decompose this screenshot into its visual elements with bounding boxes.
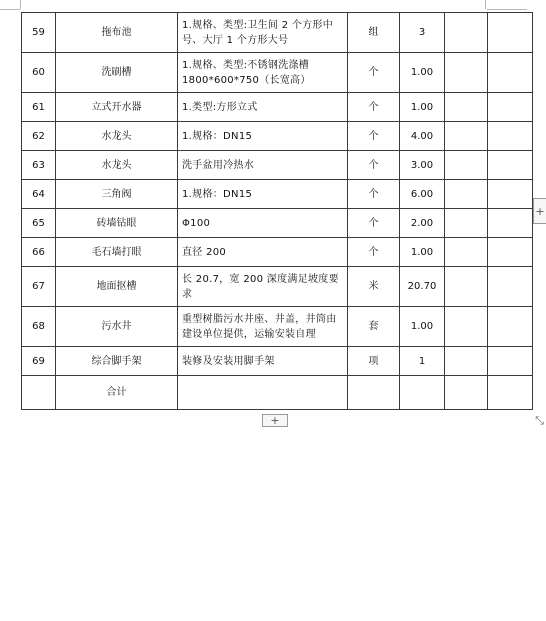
item-number-cell[interactable]: 60 bbox=[22, 53, 56, 93]
unit-price-cell[interactable] bbox=[445, 267, 488, 307]
item-name-cell[interactable]: 砖墙钻眼 bbox=[56, 209, 178, 238]
unit-price-cell[interactable] bbox=[445, 53, 488, 93]
total-price-cell[interactable] bbox=[488, 180, 533, 209]
item-number-cell[interactable]: 64 bbox=[22, 180, 56, 209]
unit-cell[interactable]: 个 bbox=[348, 151, 400, 180]
item-description-cell[interactable]: 直径 200 bbox=[178, 238, 348, 267]
item-description-cell[interactable]: 1.规格、类型:卫生间 2 个方形中号、大厅 1 个方形大号 bbox=[178, 13, 348, 53]
unit-price-cell[interactable] bbox=[445, 238, 488, 267]
item-description-cell[interactable]: 1.规格：DN15 bbox=[178, 122, 348, 151]
item-name-cell[interactable]: 污水井 bbox=[56, 307, 178, 347]
item-number-cell[interactable]: 61 bbox=[22, 93, 56, 122]
item-name-cell[interactable]: 地面抠槽 bbox=[56, 267, 178, 307]
page-corner-mark-left bbox=[0, 3, 20, 10]
total-price-cell[interactable] bbox=[488, 93, 533, 122]
table-row bbox=[22, 180, 533, 209]
item-name-cell[interactable]: 拖布池 bbox=[56, 13, 178, 53]
item-number-cell[interactable]: 68 bbox=[22, 307, 56, 347]
unit-price-cell[interactable] bbox=[445, 151, 488, 180]
item-description-cell[interactable]: 1.规格：DN15 bbox=[178, 180, 348, 209]
total-price-cell[interactable] bbox=[488, 267, 533, 307]
quantity-cell[interactable]: 4.00 bbox=[400, 122, 445, 151]
total-label-cell[interactable]: 合计 bbox=[56, 376, 178, 410]
unit-cell[interactable]: 个 bbox=[348, 53, 400, 93]
empty-cell[interactable] bbox=[488, 376, 533, 410]
item-description-cell[interactable]: 1.类型:方形立式 bbox=[178, 93, 348, 122]
table-row bbox=[22, 53, 533, 93]
add-row-button[interactable]: + bbox=[262, 414, 288, 427]
unit-cell[interactable]: 组 bbox=[348, 13, 400, 53]
quantity-cell[interactable]: 3 bbox=[400, 13, 445, 53]
item-description-cell[interactable]: Φ100 bbox=[178, 209, 348, 238]
unit-price-cell[interactable] bbox=[445, 347, 488, 376]
unit-price-cell[interactable] bbox=[445, 180, 488, 209]
unit-cell[interactable]: 个 bbox=[348, 93, 400, 122]
item-description-cell[interactable]: 1.规格、类型:不锈钢洗涤槽 1800*600*750（长宽高） bbox=[178, 53, 348, 93]
item-number-cell[interactable]: 62 bbox=[22, 122, 56, 151]
item-description-cell[interactable]: 重型树脂污水井座、井盖，井筒由建设单位提供，运输安装自理 bbox=[178, 307, 348, 347]
total-price-cell[interactable] bbox=[488, 347, 533, 376]
table-row bbox=[22, 238, 533, 267]
total-price-cell[interactable] bbox=[488, 53, 533, 93]
quantity-cell[interactable]: 1 bbox=[400, 347, 445, 376]
total-price-cell[interactable] bbox=[488, 122, 533, 151]
unit-price-cell[interactable] bbox=[445, 13, 488, 53]
unit-price-cell[interactable] bbox=[445, 122, 488, 151]
table-row bbox=[22, 151, 533, 180]
table-row bbox=[22, 13, 533, 53]
quantity-cell[interactable]: 3.00 bbox=[400, 151, 445, 180]
table-row bbox=[22, 307, 533, 347]
item-name-cell[interactable]: 立式开水器 bbox=[56, 93, 178, 122]
item-number-cell[interactable]: 65 bbox=[22, 209, 56, 238]
unit-cell[interactable]: 套 bbox=[348, 307, 400, 347]
item-name-cell[interactable]: 毛石墙打眼 bbox=[56, 238, 178, 267]
table-row bbox=[22, 347, 533, 376]
unit-cell[interactable]: 个 bbox=[348, 209, 400, 238]
unit-cell[interactable]: 米 bbox=[348, 267, 400, 307]
total-price-cell[interactable] bbox=[488, 151, 533, 180]
unit-cell[interactable]: 项 bbox=[348, 347, 400, 376]
table-row bbox=[22, 267, 533, 307]
quantity-cell[interactable]: 20.70 bbox=[400, 267, 445, 307]
unit-cell[interactable]: 个 bbox=[348, 122, 400, 151]
total-row bbox=[22, 376, 533, 410]
page-corner-mark-left-vertical bbox=[20, 0, 21, 9]
empty-cell[interactable] bbox=[445, 376, 488, 410]
quantity-cell[interactable]: 1.00 bbox=[400, 93, 445, 122]
quantity-cell[interactable]: 1.00 bbox=[400, 307, 445, 347]
empty-cell[interactable] bbox=[400, 376, 445, 410]
item-number-cell[interactable]: 66 bbox=[22, 238, 56, 267]
page-corner-mark-right bbox=[487, 3, 527, 10]
bill-of-quantities-table bbox=[21, 12, 533, 410]
item-name-cell[interactable]: 洗刷槽 bbox=[56, 53, 178, 93]
total-price-cell[interactable] bbox=[488, 238, 533, 267]
total-price-cell[interactable] bbox=[488, 209, 533, 238]
empty-cell[interactable] bbox=[348, 376, 400, 410]
add-column-button[interactable]: + bbox=[533, 198, 546, 224]
item-name-cell[interactable]: 水龙头 bbox=[56, 122, 178, 151]
table-row bbox=[22, 122, 533, 151]
empty-cell[interactable] bbox=[22, 376, 56, 410]
unit-price-cell[interactable] bbox=[445, 307, 488, 347]
quantity-cell[interactable]: 2.00 bbox=[400, 209, 445, 238]
table-row bbox=[22, 209, 533, 238]
item-number-cell[interactable]: 67 bbox=[22, 267, 56, 307]
table-resize-handle-icon[interactable]: ⤡ bbox=[535, 414, 544, 427]
item-number-cell[interactable]: 63 bbox=[22, 151, 56, 180]
item-number-cell[interactable]: 59 bbox=[22, 13, 56, 53]
item-number-cell[interactable]: 69 bbox=[22, 347, 56, 376]
unit-price-cell[interactable] bbox=[445, 93, 488, 122]
item-description-cell[interactable]: 洗手盆用冷热水 bbox=[178, 151, 348, 180]
item-name-cell[interactable]: 三角阀 bbox=[56, 180, 178, 209]
quantity-cell[interactable]: 6.00 bbox=[400, 180, 445, 209]
item-description-cell[interactable]: 装修及安装用脚手架 bbox=[178, 347, 348, 376]
item-description-cell[interactable]: 长 20.7，宽 200 深度满足坡度要求 bbox=[178, 267, 348, 307]
unit-cell[interactable]: 个 bbox=[348, 180, 400, 209]
table-row bbox=[22, 93, 533, 122]
quantity-cell[interactable]: 1.00 bbox=[400, 238, 445, 267]
page-corner-mark-right-vertical bbox=[485, 0, 486, 9]
total-price-cell[interactable] bbox=[488, 307, 533, 347]
quantity-cell[interactable]: 1.00 bbox=[400, 53, 445, 93]
item-name-cell[interactable]: 水龙头 bbox=[56, 151, 178, 180]
total-price-cell[interactable] bbox=[488, 13, 533, 53]
empty-cell[interactable] bbox=[178, 376, 348, 410]
item-name-cell[interactable]: 综合脚手架 bbox=[56, 347, 178, 376]
unit-price-cell[interactable] bbox=[445, 209, 488, 238]
unit-cell[interactable]: 个 bbox=[348, 238, 400, 267]
